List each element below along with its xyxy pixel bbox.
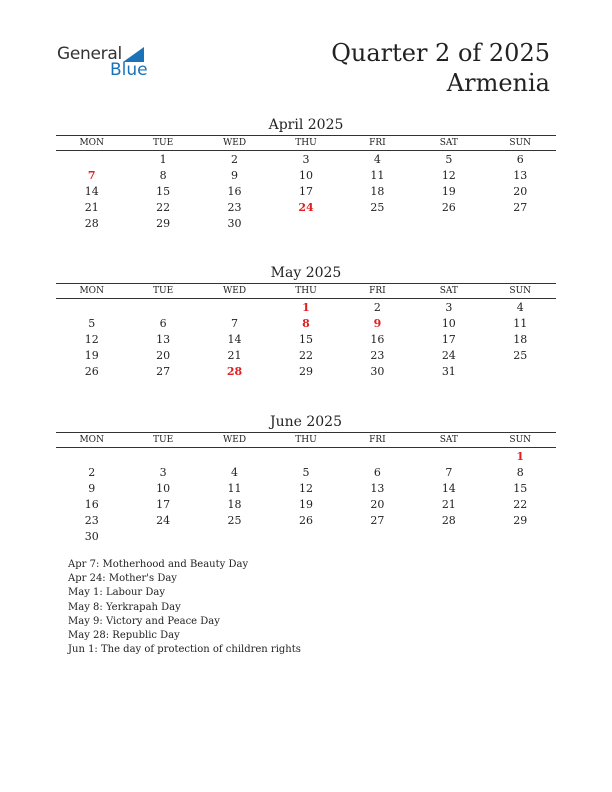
day-cell: 27 — [370, 514, 385, 527]
weekday-label: TUE — [153, 286, 174, 296]
month-title: May 2025 — [270, 265, 342, 281]
weekday-header — [56, 136, 556, 151]
day-cell: 16 — [370, 333, 385, 346]
day-cell: 23 — [370, 349, 385, 362]
day-cell: 7 — [445, 466, 453, 479]
weekday-label: SUN — [509, 435, 532, 445]
day-cell: 11 — [370, 169, 385, 182]
day-cell: 18 — [227, 498, 242, 511]
day-cell — [413, 529, 484, 545]
day-cell — [270, 449, 341, 465]
day-cell — [56, 152, 127, 168]
holiday-note: May 9: Victory and Peace Day — [68, 615, 220, 627]
day-cell: 26 — [84, 365, 99, 378]
day-cell — [485, 364, 556, 380]
day-cell: 19 — [298, 498, 313, 511]
holiday-note: May 1: Labour Day — [68, 587, 165, 599]
day-cell: 23 — [84, 514, 99, 527]
holiday-notes — [68, 558, 301, 657]
day-cell — [56, 300, 127, 316]
day-cell: 26 — [441, 201, 456, 214]
day-cell: 22 — [156, 201, 171, 214]
month-may — [56, 263, 556, 380]
day-cell: 8 — [516, 466, 524, 479]
day-cell — [413, 449, 484, 465]
day-cell: 6 — [516, 153, 524, 166]
day-cell — [127, 449, 198, 465]
day-cell — [413, 216, 484, 232]
day-cell: 25 — [227, 514, 242, 527]
day-cell — [485, 216, 556, 232]
holiday-day-cell: 28 — [226, 365, 243, 378]
weekday-label: MON — [79, 435, 104, 445]
day-cell: 29 — [513, 514, 528, 527]
day-cell — [270, 216, 341, 232]
calendar-grid — [56, 432, 556, 545]
title-quarter: Quarter 2 of 2025 — [331, 39, 550, 67]
day-cell: 5 — [88, 317, 96, 330]
weekday-label: MON — [79, 286, 104, 296]
day-cell — [56, 449, 127, 465]
day-cell: 18 — [370, 185, 385, 198]
week-row — [56, 200, 556, 216]
weekday-label: SAT — [439, 435, 458, 445]
day-cell: 15 — [513, 482, 528, 495]
week-row — [56, 364, 556, 380]
week-row — [56, 332, 556, 348]
day-cell: 21 — [227, 349, 242, 362]
week-row — [56, 449, 556, 465]
week-row — [56, 513, 556, 529]
holiday-note: Apr 24: Mother's Day — [68, 573, 177, 585]
day-cell: 8 — [159, 169, 167, 182]
day-cell: 2 — [373, 301, 381, 314]
day-cell: 4 — [231, 466, 239, 479]
logo-general-text: General — [57, 44, 122, 64]
month-june — [56, 412, 556, 545]
day-cell: 14 — [227, 333, 242, 346]
day-cell: 4 — [373, 153, 381, 166]
day-cell: 30 — [84, 530, 99, 543]
day-cell — [199, 449, 270, 465]
day-cell: 19 — [84, 349, 99, 362]
day-cell: 18 — [513, 333, 528, 346]
page-title — [331, 38, 550, 98]
day-cell: 20 — [370, 498, 385, 511]
day-cell: 7 — [231, 317, 239, 330]
day-cell — [199, 300, 270, 316]
day-cell: 25 — [513, 349, 528, 362]
day-cell: 2 — [231, 153, 239, 166]
day-cell: 2 — [88, 466, 96, 479]
calendar-grid — [56, 283, 556, 380]
week-row — [56, 216, 556, 232]
day-cell — [342, 216, 413, 232]
day-cell: 26 — [298, 514, 313, 527]
week-row — [56, 465, 556, 481]
weekday-header — [56, 433, 556, 448]
weekday-label: THU — [295, 138, 317, 148]
weekday-label: WED — [223, 138, 247, 148]
day-cell: 11 — [513, 317, 528, 330]
day-cell: 29 — [156, 217, 171, 230]
day-cell: 17 — [441, 333, 456, 346]
weekday-label: FRI — [369, 286, 386, 296]
day-cell: 5 — [302, 466, 310, 479]
month-title: June 2025 — [269, 414, 342, 430]
week-row — [56, 300, 556, 316]
day-cell: 24 — [441, 349, 456, 362]
day-cell: 23 — [227, 201, 242, 214]
week-row — [56, 184, 556, 200]
day-cell: 29 — [298, 365, 313, 378]
weekday-label: FRI — [369, 435, 386, 445]
day-cell: 28 — [441, 514, 456, 527]
day-cell: 4 — [516, 301, 524, 314]
day-cell — [270, 529, 341, 545]
week-row — [56, 168, 556, 184]
day-cell: 12 — [84, 333, 99, 346]
weekday-label: SAT — [439, 286, 458, 296]
logo — [57, 44, 148, 80]
day-cell: 21 — [441, 498, 456, 511]
month-april — [56, 115, 556, 232]
day-cell: 20 — [513, 185, 528, 198]
day-cell: 27 — [513, 201, 528, 214]
holiday-day-cell: 9 — [373, 317, 382, 330]
day-cell: 13 — [513, 169, 528, 182]
holiday-note: Jun 1: The day of protection of children rights — [68, 644, 301, 656]
day-cell: 12 — [298, 482, 313, 495]
week-row — [56, 348, 556, 364]
day-cell — [485, 529, 556, 545]
day-cell — [199, 529, 270, 545]
day-cell: 9 — [88, 482, 96, 495]
day-cell: 30 — [227, 217, 242, 230]
day-cell: 3 — [445, 301, 453, 314]
holiday-day-cell: 1 — [302, 301, 310, 314]
day-cell: 25 — [370, 201, 385, 214]
title-country: Armenia — [446, 69, 550, 97]
day-cell: 20 — [156, 349, 171, 362]
holiday-note: Apr 7: Motherhood and Beauty Day — [68, 559, 249, 570]
day-cell: 17 — [156, 498, 171, 511]
weekday-label: THU — [295, 435, 317, 445]
day-cell: 3 — [159, 466, 167, 479]
week-row — [56, 152, 556, 168]
weekday-label: WED — [223, 286, 247, 296]
weekday-label: MON — [79, 138, 104, 148]
logo-triangle-icon — [123, 47, 144, 62]
week-row — [56, 481, 556, 497]
day-cell: 27 — [156, 365, 171, 378]
week-row — [56, 497, 556, 513]
weekday-label: THU — [295, 286, 317, 296]
weekday-label: SAT — [439, 138, 458, 148]
day-cell: 6 — [159, 317, 167, 330]
day-cell: 24 — [156, 514, 171, 527]
day-cell — [127, 529, 198, 545]
day-cell: 16 — [84, 498, 99, 511]
day-cell: 22 — [298, 349, 313, 362]
day-cell: 10 — [298, 169, 313, 182]
day-cell: 13 — [156, 333, 171, 346]
holiday-day-cell: 7 — [87, 169, 96, 182]
day-cell: 22 — [513, 498, 528, 511]
week-row — [56, 529, 556, 545]
day-cell — [342, 529, 413, 545]
weekday-label: WED — [223, 435, 247, 445]
weekday-label: FRI — [369, 138, 386, 148]
day-cell: 17 — [298, 185, 313, 198]
holiday-note: May 28: Republic Day — [68, 630, 180, 642]
day-cell — [342, 449, 413, 465]
day-cell: 14 — [441, 482, 456, 495]
weekday-label: TUE — [153, 138, 174, 148]
week-row — [56, 316, 556, 332]
day-cell: 16 — [227, 185, 242, 198]
day-cell: 31 — [441, 365, 456, 378]
day-cell: 19 — [441, 185, 456, 198]
weekday-label: SUN — [509, 286, 532, 296]
holiday-note: May 8: Yerkrapah Day — [68, 601, 181, 613]
day-cell: 3 — [302, 153, 310, 166]
day-cell: 12 — [441, 169, 456, 182]
day-cell: 10 — [156, 482, 171, 495]
day-cell: 30 — [370, 365, 385, 378]
day-cell: 11 — [227, 482, 242, 495]
day-cell: 13 — [370, 482, 385, 495]
day-cell: 14 — [84, 185, 99, 198]
weekday-label: SUN — [509, 138, 532, 148]
holiday-day-cell: 24 — [298, 201, 314, 214]
day-cell: 1 — [159, 153, 167, 166]
day-cell: 15 — [298, 333, 313, 346]
month-title: April 2025 — [268, 117, 344, 133]
logo-blue-text: Blue — [110, 60, 148, 80]
day-cell: 6 — [373, 466, 381, 479]
weekday-label: TUE — [153, 435, 174, 445]
holiday-day-cell: 1 — [516, 450, 525, 463]
day-cell: 5 — [445, 153, 453, 166]
day-cell: 9 — [231, 169, 239, 182]
calendar-grid — [56, 135, 556, 232]
weekday-header — [56, 284, 556, 299]
day-cell: 10 — [441, 317, 456, 330]
day-cell: 21 — [84, 201, 99, 214]
holiday-day-cell: 8 — [302, 317, 310, 330]
day-cell: 15 — [156, 185, 171, 198]
day-cell: 28 — [84, 217, 99, 230]
day-cell — [127, 300, 198, 316]
